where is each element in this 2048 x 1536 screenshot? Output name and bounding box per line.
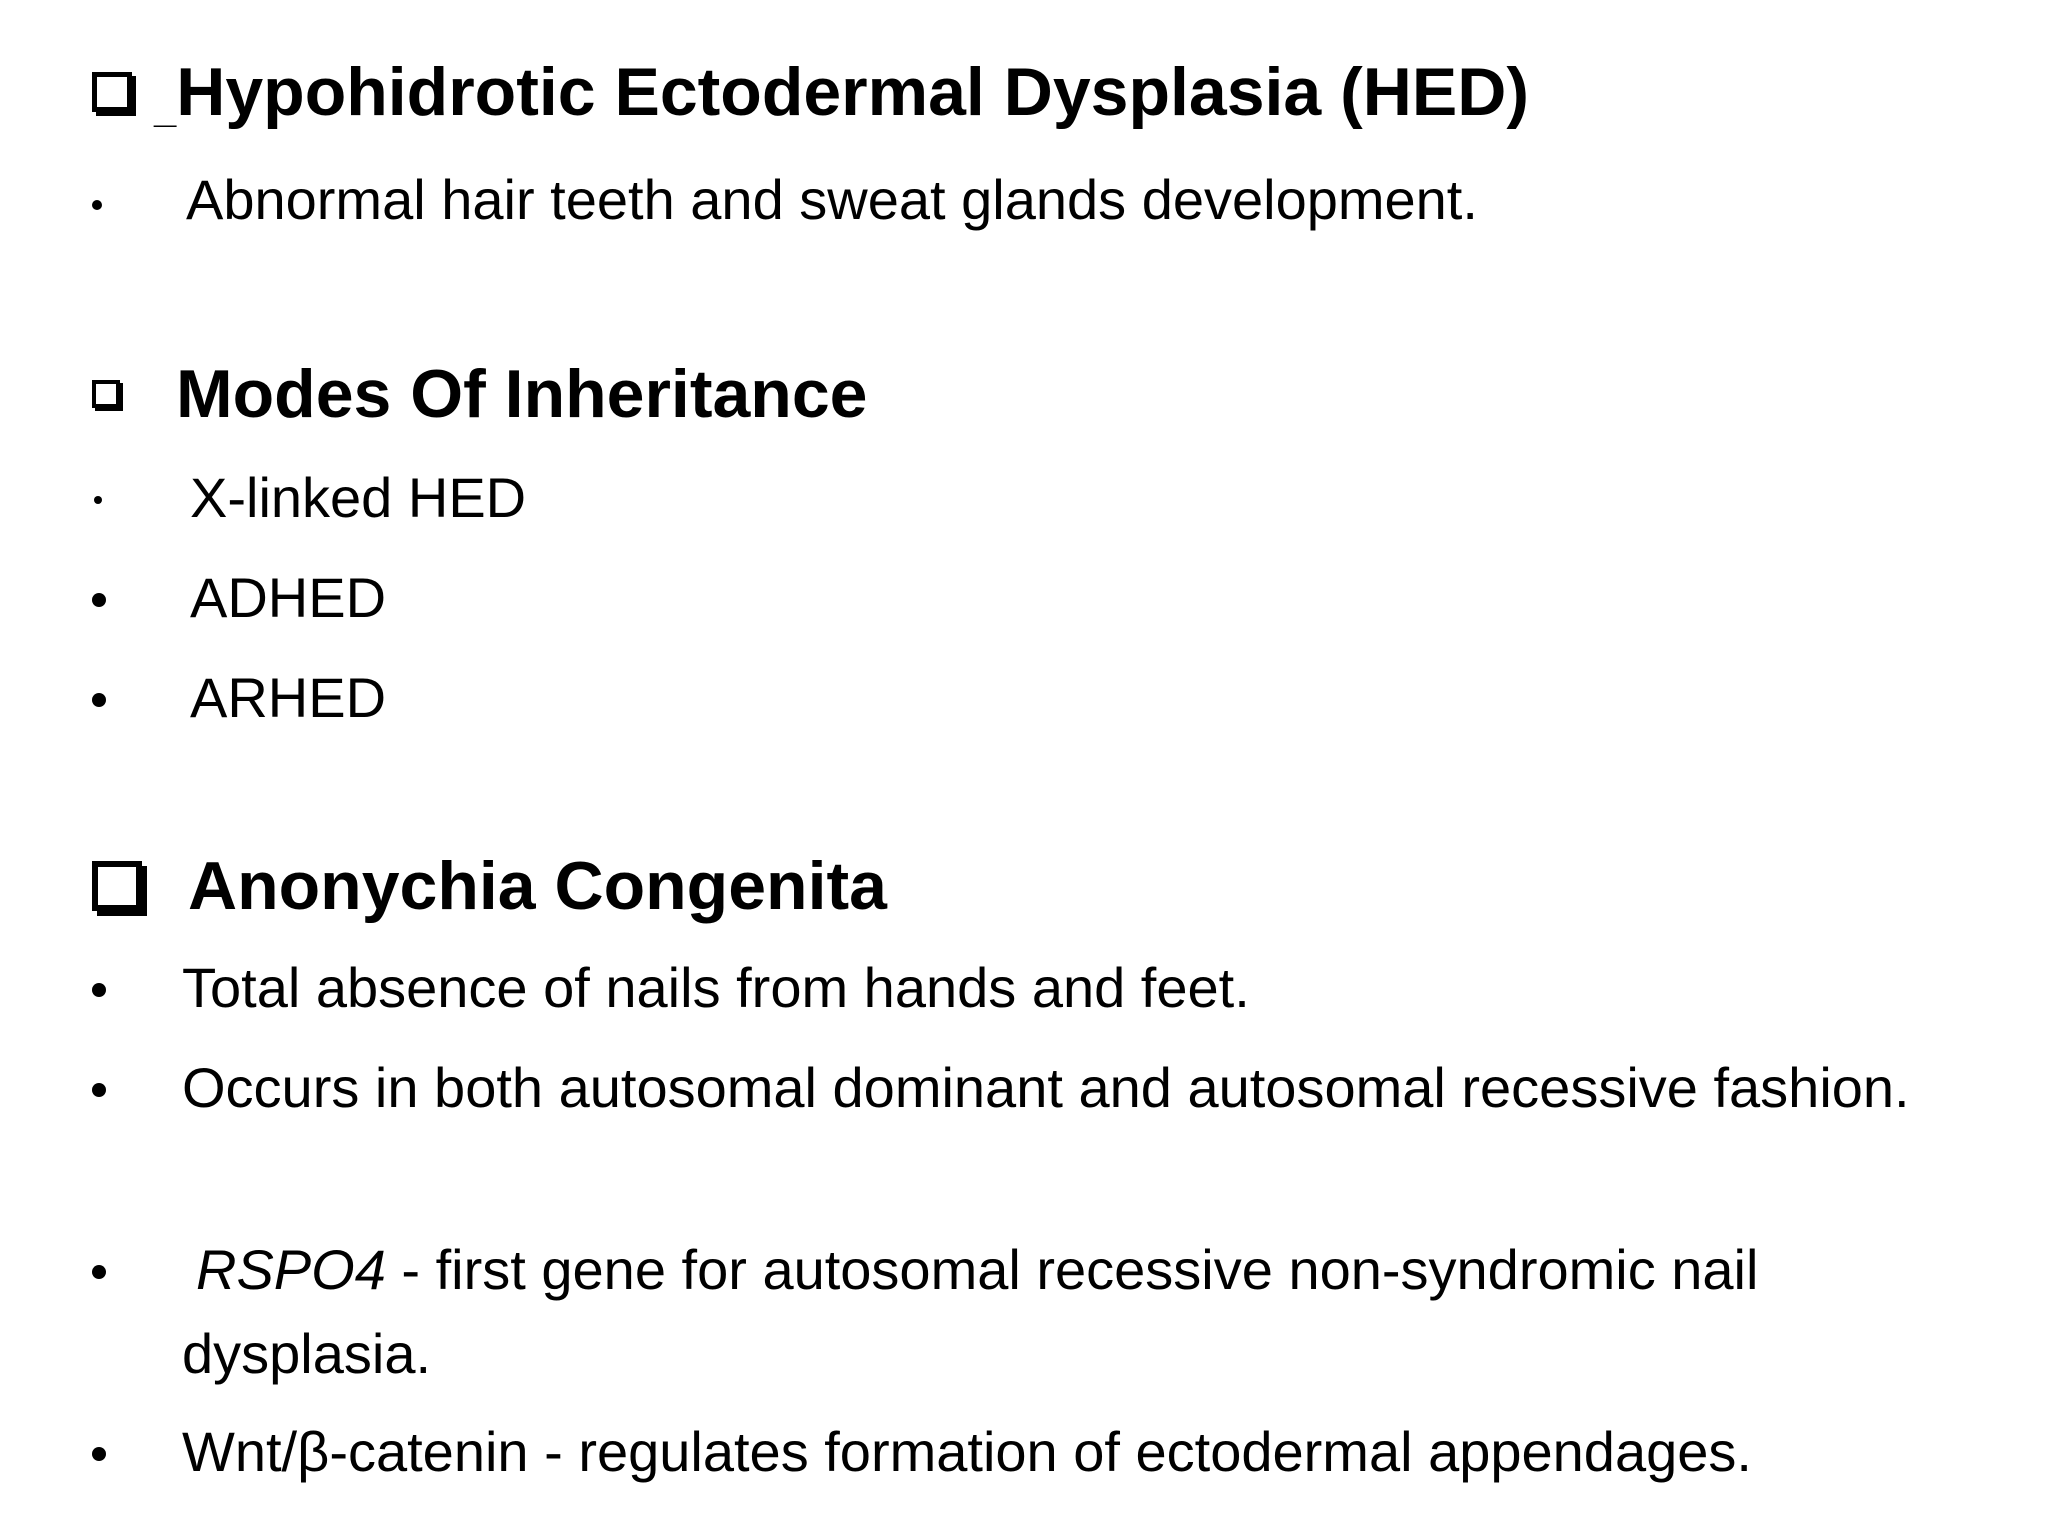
section-title: Hypohidrotic Ectodermal Dysplasia (HED) xyxy=(176,54,1529,130)
bullet-dot-icon xyxy=(92,1083,106,1097)
bullet-text: Occurs in both autosomal dominant and autosomal recessive fashion. xyxy=(182,1056,1910,1119)
bullet-dot-icon xyxy=(92,200,102,210)
section-title: Anonychia Congenita xyxy=(188,848,887,924)
checkbox-square-icon xyxy=(92,380,120,408)
bullet-dot-icon xyxy=(92,983,106,997)
section-title: Modes Of Inheritance xyxy=(176,356,868,432)
gene-name: RSPO4 xyxy=(196,1238,386,1301)
heading-anonychia xyxy=(92,848,887,924)
checkbox-square-icon xyxy=(92,72,132,112)
bullet-dot-icon xyxy=(94,496,102,504)
bullet-text: Total absence of nails from hands and feet. xyxy=(182,956,1250,1019)
bullet-text: ARHED xyxy=(190,666,387,729)
heading-marker: _ xyxy=(154,87,177,131)
heading-inheritance xyxy=(92,356,868,432)
checkbox-square-icon xyxy=(92,861,142,911)
bullet-dot-icon xyxy=(92,693,106,707)
bullet-text: X-linked HED xyxy=(190,466,527,529)
bullet-text: Wnt/β-catenin - regulates formation of ectodermal appendages. xyxy=(182,1420,1752,1483)
bullet-dot-icon xyxy=(92,593,106,607)
heading-hed xyxy=(92,54,1529,131)
bullet-text: Abnormal hair teeth and sweat glands development. xyxy=(186,168,1478,231)
gene-description: - first gene for autosomal recessive non-syndromic nail dysplasia. xyxy=(182,1238,1759,1385)
bullet-text xyxy=(182,1228,1942,1396)
bullet-dot-icon xyxy=(92,1265,106,1279)
bullet-dot-icon xyxy=(92,1447,106,1461)
bullet-text: ADHED xyxy=(190,566,387,629)
